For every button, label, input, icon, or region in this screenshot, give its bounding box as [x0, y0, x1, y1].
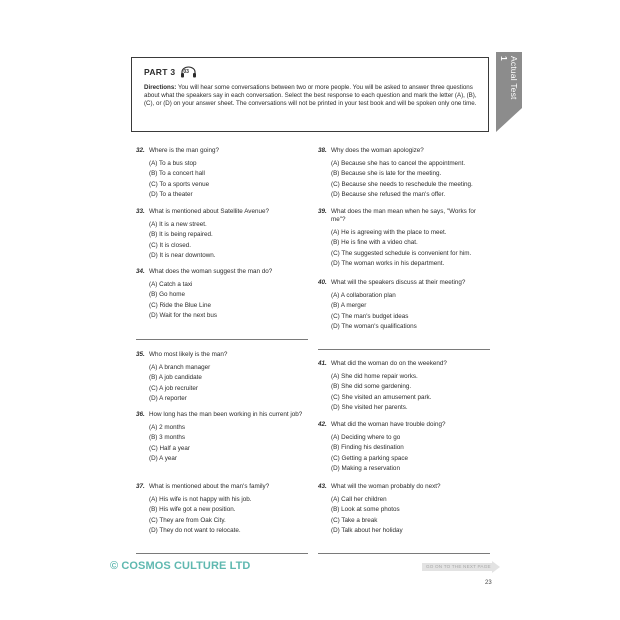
question-number: 43. [318, 483, 327, 490]
answer-option: (C) The man's budget ideas [331, 312, 409, 320]
answer-option: (B) 3 months [149, 434, 186, 442]
answer-option: (C) The suggested schedule is convenient for him. [331, 249, 472, 257]
answer-option: (B) Look at some photos [331, 506, 400, 514]
answer-option: (A) He is agreeing with the place to meet. [331, 229, 447, 236]
directions-paragraph [144, 84, 478, 109]
question-text: What will the woman probably do next? [331, 483, 441, 490]
side-tab-label [499, 56, 519, 106]
answer-option: (C) To a sports venue [149, 180, 210, 188]
answer-option: (A) Because she has to cancel the appointment. [331, 160, 466, 167]
answer-option: (B) Go home [149, 291, 186, 299]
answer-option: (B) Finding his destination [331, 444, 404, 452]
answer-option: (B) A job candidate [149, 374, 202, 382]
next-page-arrow-icon [422, 561, 500, 573]
part-title: PART 3 [144, 67, 176, 77]
headphone-icon [180, 66, 197, 78]
question-text: What does the man mean when he says, "Works for me"? [331, 208, 476, 223]
answer-option: (D) Wait for the next bus [149, 311, 218, 319]
answer-option: (D) To a theater [149, 190, 193, 198]
question-number: 39. [318, 208, 327, 215]
answer-option: (A) His wife is not happy with his job. [149, 496, 252, 503]
question-number: 37. [136, 483, 145, 490]
side-tab-text: Actual Test [509, 56, 519, 100]
answer-option: (C) Getting a parking space [331, 454, 408, 462]
answer-option: (A) It is a new street. [149, 221, 207, 228]
question-text: Where is the man going? [149, 147, 220, 154]
question-number: 36. [136, 411, 145, 418]
section-divider [318, 349, 490, 350]
answer-option: (A) A collaboration plan [331, 292, 396, 299]
answer-option: (B) She did some gardening. [331, 383, 412, 391]
answer-option: (A) A branch manager [149, 364, 211, 371]
answer-option: (D) She visited her parents. [331, 403, 408, 411]
question-text: What does the woman suggest the man do? [149, 268, 273, 275]
question-number: 34. [136, 268, 145, 275]
directions-text: You will hear some conversations between two or more people. You will be asked to answer three questions about what the speakers say in each conversation. Select the best response to each question and mark the letter (A), (B), (C), or (D) on your answer sheet. The conversations will not be printed in your test book and will be spoken only one time. [144, 84, 477, 108]
question-38 [318, 147, 490, 200]
answer-option: (A) She did home repair works. [331, 373, 418, 380]
question-43 [318, 483, 490, 536]
answer-option: (A) Call her children [331, 496, 387, 503]
question-number: 38. [318, 147, 327, 154]
question-text: What did the woman do on the weekend? [331, 360, 447, 367]
answer-option: (B) He is fine with a video chat. [331, 239, 418, 247]
answer-option: (B) A merger [331, 302, 367, 310]
question-39 [318, 208, 490, 269]
directions-box [131, 57, 489, 132]
question-text: What is mentioned about the man's family? [149, 483, 270, 490]
answer-option: (C) A job recruiter [149, 384, 198, 392]
question-40 [318, 279, 490, 332]
question-number: 40. [318, 279, 327, 286]
question-number: 33. [136, 208, 145, 215]
question-number: 41. [318, 360, 327, 367]
question-41 [318, 360, 490, 413]
answer-option: (D) It is near downtown. [149, 251, 216, 259]
answer-option: (C) They are from Oak City. [149, 516, 226, 524]
answer-option: (B) Because she is late for the meeting. [331, 170, 442, 178]
question-text: How long has the man been working in his current job? [149, 411, 303, 418]
question-35 [136, 351, 308, 404]
answer-option: (D) Because she refused the man's offer. [331, 190, 446, 198]
answer-option: (C) Because she needs to reschedule the meeting. [331, 180, 473, 188]
side-tab-point [496, 108, 522, 132]
answer-option: (C) Half a year [149, 444, 190, 452]
answer-option: (D) They do not want to relocate. [149, 526, 241, 534]
section-divider [136, 339, 308, 340]
question-32 [136, 147, 308, 200]
question-36 [136, 411, 308, 464]
question-text: Why does the woman apologize? [331, 147, 424, 154]
next-page-label: GO ON TO THE NEXT PAGE [426, 564, 491, 569]
question-number: 42. [318, 421, 327, 428]
answer-option: (B) It is being repaired. [149, 231, 213, 239]
answer-option: (C) She visited an amusement park. [331, 393, 432, 401]
answer-option: (B) His wife got a new position. [149, 506, 236, 514]
question-number: 32. [136, 147, 145, 154]
page-number: 23 [485, 580, 492, 586]
track-number: 03 [183, 69, 189, 75]
answer-option: (D) Making a reservation [331, 464, 400, 472]
part-header [144, 66, 478, 78]
question-text: What will the speakers discuss at their meeting? [331, 279, 466, 286]
question-33 [136, 208, 308, 261]
question-text: What is mentioned about Satellite Avenue? [149, 208, 269, 215]
question-37 [136, 483, 308, 536]
answer-option: (D) The woman works in his department. [331, 259, 445, 267]
answer-option: (A) 2 months [149, 424, 186, 431]
question-text: What did the woman have trouble doing? [331, 421, 446, 428]
answer-option: (A) Deciding where to go [331, 434, 401, 441]
answer-option: (C) Take a break [331, 516, 378, 524]
question-34 [136, 268, 308, 321]
answer-option: (D) The woman's qualifications [331, 322, 417, 330]
question-number: 35. [136, 351, 145, 358]
answer-option: (B) To a concert hall [149, 170, 205, 178]
side-tab-number: 1 [499, 56, 509, 61]
section-divider [136, 553, 308, 554]
directions-label: Directions: [144, 84, 177, 91]
section-divider [318, 553, 490, 554]
copyright-notice: © COSMOS CULTURE LTD [110, 560, 251, 572]
answer-option: (D) A reporter [149, 394, 187, 402]
answer-option: (D) Talk about her holiday [331, 526, 403, 534]
answer-option: (A) Catch a taxi [149, 281, 193, 288]
answer-option: (A) To a bus stop [149, 160, 197, 167]
question-text: Who most likely is the man? [149, 351, 228, 358]
answer-option: (D) A year [149, 454, 177, 462]
question-42 [318, 421, 490, 474]
answer-option: (C) It is closed. [149, 241, 191, 249]
answer-option: (C) Ride the Blue Line [149, 301, 211, 309]
